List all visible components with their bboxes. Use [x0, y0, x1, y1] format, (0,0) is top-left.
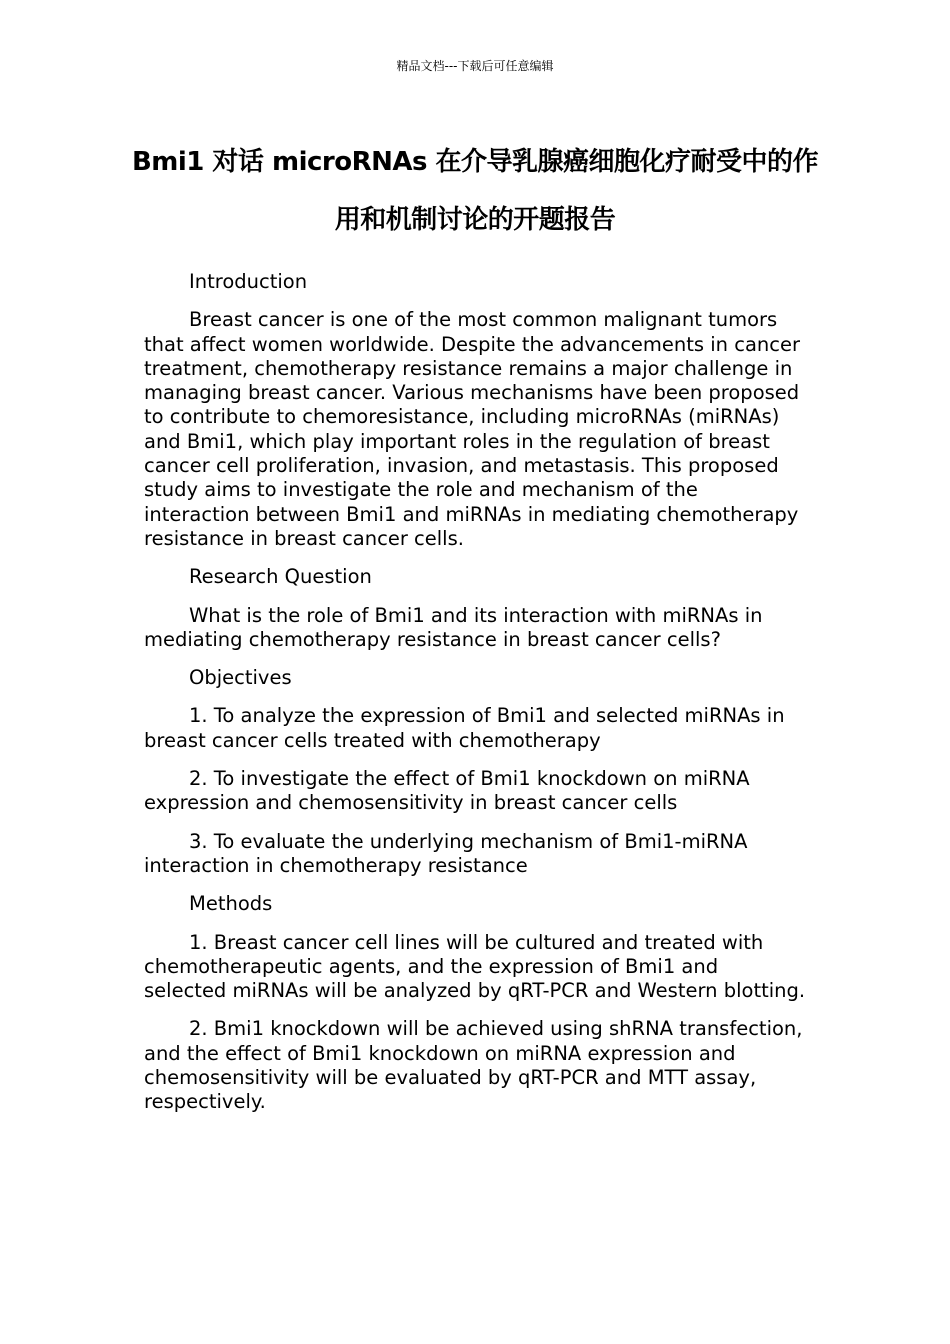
section-heading-objectives: Objectives: [189, 666, 292, 690]
document-title: Bmi1 对话 microRNAs 在介导乳腺癌细胞化疗耐受中的作用和机制讨论的开题报告: [131, 147, 819, 235]
method-item-1: 1. Breast cancer cell lines will be cultured and treated with chemotherapeutic agents, and the expression of Bmi1 and selected miRNAs will be analyzed by qRT-PCR and Western blotting.: [144, 930, 806, 1003]
document-body: [144, 270, 806, 1129]
section-heading-methods: Methods: [189, 892, 273, 916]
section-heading-research-question: Research Question: [189, 565, 372, 589]
paragraph-research-question: What is the role of Bmi1 and its interaction with miRNAs in mediating chemotherapy resistance in breast cancer cells?: [144, 603, 763, 651]
paragraph-introduction: Breast cancer is one of the most common malignant tumors that affect women worldwide. Despite the advancements in cancer treatment, chemotherapy resistance remains a major challenge in managing breast cancer. Various mechanisms have been proposed to contribute to chemoresistance, including microRNAs (miRNAs) and Bmi1, which play important roles in the regulation of breast cancer cell proliferation, invasion, and metastasis. This proposed study aims to investigate the role and mechanism of the interaction between Bmi1 and miRNAs in mediating chemotherapy resistance in breast cancer cells.: [144, 308, 801, 550]
objective-item-2: 2. To investigate the effect of Bmi1 knockdown on miRNA expression and chemosensitivity in breast cancer cells: [144, 767, 750, 815]
section-heading-introduction: Introduction: [189, 270, 308, 293]
method-item-2: 2. Bmi1 knockdown will be achieved using shRNA transfection, and the effect of Bmi1 knockdown on miRNA expression and chemosensitivity will be evaluated by qRT-PCR and MTT assay, respectively.: [144, 1017, 803, 1114]
objective-item-1: 1. To analyze the expression of Bmi1 and selected miRNAs in breast cancer cells treated with chemotherapy: [144, 704, 785, 752]
objective-item-3: 3. To evaluate the underlying mechanism of Bmi1-miRNA interaction in chemotherapy resistance: [144, 829, 748, 877]
header-note: 精品文档---下载后可任意编辑: [396, 59, 554, 73]
